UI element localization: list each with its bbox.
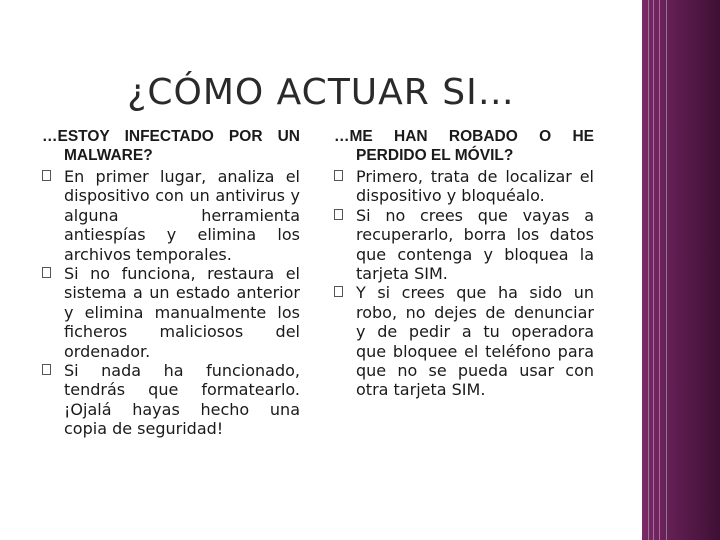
- list-item: [42, 264, 300, 361]
- list-item: [42, 167, 300, 264]
- list-item: [334, 167, 594, 206]
- left-column: [42, 127, 300, 439]
- list-item-text: Si no crees que vayas a recuperarlo, borra los datos que contenga y bloquea la tarjeta SIM.: [356, 205, 594, 284]
- list-item-text: Primero, trata de localizar el dispositivo y bloquéalo.: [356, 167, 594, 206]
- list-item: [42, 361, 300, 439]
- square-bullet-icon: [334, 170, 343, 181]
- left-column-heading: …ESTOY INFECTADO POR UN MALWARE?: [42, 128, 300, 164]
- decorative-line: [659, 0, 660, 540]
- decorative-line: [653, 0, 654, 540]
- square-bullet-icon: [42, 267, 51, 278]
- square-bullet-icon: [334, 286, 343, 297]
- right-column: [334, 127, 594, 400]
- square-bullet-icon: [334, 209, 343, 220]
- right-column-heading: …ME HAN ROBADO O HE PERDIDO EL MÓVIL?: [334, 128, 594, 164]
- square-bullet-icon: [42, 170, 51, 181]
- right-bullet-list: [334, 167, 594, 400]
- slide-title: ¿CÓMO ACTUAR SI…: [127, 72, 515, 113]
- list-item-text: Y si crees que ha sido un robo, no dejes de denunciar y de pedir a tu operadora que bloquee el teléfono para que no se pueda usar con otra tarjeta SIM.: [356, 283, 594, 400]
- decorative-line: [648, 0, 649, 540]
- list-item-text: En primer lugar, analiza el dispositivo con un antivirus y alguna herramienta antiespías y elimina los archivos temporales.: [64, 167, 300, 264]
- list-item: [334, 206, 594, 284]
- square-bullet-icon: [42, 364, 51, 375]
- list-item-text: Si no funciona, restaura el sistema a un estado anterior y elimina manualmente los ficheros maliciosos del ordenador.: [64, 264, 300, 361]
- decorative-line: [666, 0, 667, 540]
- left-bullet-list: [42, 167, 300, 439]
- list-item-text: Si nada ha funcionado, tendrás que formatearlo. ¡Ojalá hayas hecho una copia de seguridad!: [64, 361, 300, 439]
- list-item: [334, 283, 594, 399]
